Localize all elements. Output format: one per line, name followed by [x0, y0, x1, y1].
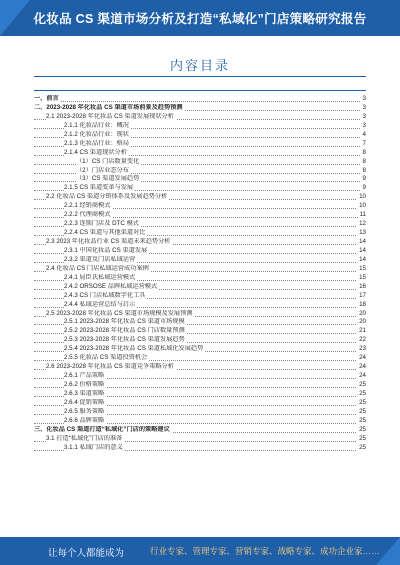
toc-entry-page: 23	[359, 345, 366, 353]
toc-entry[interactable]	[34, 426, 366, 435]
toc-entry[interactable]	[34, 327, 366, 336]
toc-entry-title: 2.1 2023-2028 年化妆品 CS 渠道发展现状分析	[46, 112, 174, 120]
toc-entry[interactable]	[34, 265, 366, 274]
toc-entry-title: 2.5.3 2023-2028 年化妆品 CS 渠道发展趋势	[64, 336, 185, 344]
toc-entry-title: 2.1.3 化妆品行业：格局	[64, 139, 129, 147]
toc-entry-title: 2.5.2 2023-2028 年化妆品 CS 门店数量预测	[64, 327, 185, 335]
toc-entry-page: 7	[362, 139, 366, 147]
toc-entry-page: 25	[359, 407, 366, 415]
toc-entry-title: 2.2.1 经销商模式	[64, 202, 111, 210]
toc-entry[interactable]	[34, 301, 366, 310]
toc-entry[interactable]	[34, 149, 366, 158]
toc-entry-page: 15	[359, 264, 366, 272]
toc-entry-title: 2.3.2 渠道及门店私域运营	[64, 255, 136, 263]
toc-entry[interactable]	[34, 345, 366, 354]
report-title: 化妆品 CS 渠道市场分析及打造“私域化”门店策略研究报告	[33, 12, 367, 26]
table-of-contents	[34, 95, 366, 453]
toc-entry-page: 9	[362, 184, 366, 192]
toc-entry-page: 8	[362, 157, 366, 165]
toc-entry-title: 2.4.2 ORSOSE 品牌私域运营模式	[64, 282, 158, 290]
toc-entry[interactable]	[34, 283, 366, 292]
toc-entry[interactable]	[34, 193, 366, 202]
page-footer	[0, 537, 400, 565]
toc-entry-page: 9	[362, 175, 366, 183]
toc-entry-page: 12	[359, 220, 366, 228]
toc-entry[interactable]	[34, 417, 366, 426]
toc-entry-page: 8	[362, 166, 366, 174]
toc-entry[interactable]	[34, 363, 366, 372]
toc-entry-page: 8	[362, 148, 366, 156]
toc-entry-page: 25	[359, 425, 366, 433]
toc-entry-title: 2.6.2 价格策略	[64, 381, 105, 388]
toc-entry-page: 25	[359, 389, 366, 397]
toc-entry[interactable]	[34, 158, 366, 167]
toc-entry-title: 2.1.1 化妆品行业：概况	[64, 121, 129, 129]
toc-entry-title: 3.1 打造“私域化”门店的准备	[46, 434, 123, 442]
toc-entry-page: 20	[359, 309, 366, 317]
toc-entry-title: 2.4.1 屈臣氏私域运营模式	[64, 273, 136, 281]
toc-entry-title: 一、前言	[34, 95, 59, 102]
toc-entry[interactable]	[34, 372, 366, 381]
toc-entry-title: 二、2023-2028 年化妆品 CS 渠道市场前景及趋势预测	[34, 103, 183, 111]
toc-entry[interactable]	[34, 256, 366, 265]
toc-entry-title: 2.4.3 CS 门店私域数字化工具	[64, 291, 146, 299]
toc-entry-page: 25	[359, 381, 366, 388]
toc-entry[interactable]	[34, 444, 366, 453]
toc-entry-page: 25	[359, 434, 366, 442]
toc-entry-title: 2.3.1 中国化妆品 CS 渠道发展	[64, 246, 148, 254]
toc-entry-title: 2.4.4 私域运营总结与启示	[64, 300, 136, 308]
toc-entry[interactable]	[34, 390, 366, 399]
toc-entry-title: 2.6.3 渠道策略	[64, 389, 105, 397]
toc-entry-title: 2.1.4 CS 渠道现状分析	[64, 148, 127, 156]
toc-entry-page: 24	[359, 363, 366, 371]
toc-entry[interactable]	[34, 211, 366, 220]
toc-entry-page: 10	[359, 193, 366, 201]
toc-entry[interactable]	[34, 113, 366, 122]
toc-entry[interactable]	[34, 310, 366, 319]
toc-entry-page: 21	[359, 327, 366, 335]
footer-decoration	[376, 537, 400, 565]
toc-entry[interactable]	[34, 381, 366, 390]
toc-entry[interactable]	[34, 229, 366, 238]
toc-entry-title: 2.5.4 2023-2028 年化妆品 CS 渠道私域化发展趋势	[64, 345, 204, 353]
toc-entry[interactable]	[34, 175, 366, 184]
toc-entry-page: 13	[359, 229, 366, 237]
toc-entry-title: 2.5.1 2023-2028 年化妆品 CS 渠道市场规模	[64, 318, 185, 326]
toc-entry-page: 10	[359, 202, 366, 210]
toc-entry[interactable]	[34, 238, 366, 247]
toc-entry[interactable]	[34, 202, 366, 211]
toc-entry-page: 16	[359, 282, 366, 290]
toc-entry-title: 2.1.5 CS 渠道变革与发展	[64, 184, 134, 192]
toc-entry[interactable]	[34, 167, 366, 176]
toc-divider-lower	[34, 90, 366, 91]
toc-entry-title: 3.1.1 私域门店的意义	[64, 443, 123, 451]
toc-entry-title: （2）门店业态分布	[76, 166, 129, 174]
toc-entry-title: 2.5.5 化妆品 CS 渠道投资机会	[64, 354, 148, 362]
toc-entry[interactable]	[34, 131, 366, 140]
toc-heading: 内容目录	[169, 58, 230, 73]
toc-entry-title: 2.2.2 代理商模式	[64, 211, 111, 219]
toc-entry-title: 2.6.4 促销策略	[64, 398, 105, 406]
toc-entry-title: 2.1.2 化妆品行业：现状	[64, 130, 129, 138]
toc-entry[interactable]	[34, 95, 366, 104]
toc-entry-title: 2.6.1 产品策略	[64, 372, 105, 380]
footer-tagline: 行业专家、管理专家、营销专家、战略专家、成功企业家……	[150, 546, 380, 556]
toc-entry-page: 4	[362, 130, 366, 138]
toc-entry-page: 11	[359, 211, 366, 219]
toc-entry[interactable]	[34, 336, 366, 345]
toc-entry[interactable]	[34, 292, 366, 301]
toc-entry-title: 2.2.3 连锁门店及 DTC 模式	[64, 220, 139, 228]
toc-entry-title: 2.4 化妆品 CS 门店私域运营成功案例	[46, 264, 149, 272]
toc-entry[interactable]	[34, 354, 366, 363]
toc-entry-title: （3）CS 渠道发展趋势	[76, 175, 140, 183]
toc-entry-title: 2.6.6 品牌策略	[64, 416, 105, 424]
toc-entry-page: 14	[359, 238, 366, 245]
toc-entry-title: 2.5 2023-2028 年化妆品 CS 渠道市场规模及发展预测	[46, 309, 193, 317]
toc-entry-title: 2.6.5 服务策略	[64, 407, 105, 415]
toc-entry-title: 2.2.4 CS 渠道与其他渠道对比	[64, 229, 146, 237]
toc-entry-title: （1）CS 门店数量变化	[76, 157, 140, 165]
toc-entry[interactable]	[34, 220, 366, 229]
toc-entry-page: 25	[359, 398, 366, 406]
toc-entry-title: 三、化妆品 CS 渠道打造“私域化”门店的策略建议	[34, 425, 170, 433]
toc-entry[interactable]	[34, 399, 366, 408]
report-header	[0, 0, 400, 36]
toc-entry-page: 20	[359, 318, 366, 326]
toc-entry[interactable]	[34, 274, 366, 283]
toc-entry[interactable]	[34, 435, 366, 444]
toc-entry[interactable]	[34, 408, 366, 417]
toc-entry-title: 2.3 2023 年化妆品行业 CS 渠道未来趋势分析	[46, 238, 171, 245]
toc-entry-page: 17	[359, 291, 366, 299]
toc-entry[interactable]	[34, 140, 366, 149]
toc-entry-page: 18	[359, 300, 366, 308]
toc-entry-page: 14	[359, 246, 366, 254]
toc-entry-page: 3	[362, 112, 366, 120]
toc-entry-page: 25	[359, 443, 366, 451]
toc-entry-page: 25	[359, 416, 366, 424]
toc-entry-page: 24	[359, 354, 366, 362]
toc-entry-page: 22	[359, 336, 366, 344]
toc-entry-page: 3	[362, 103, 366, 111]
toc-entry-title: 2.6 2023-2028 年化妆品 CS 渠道竞争策略分析	[46, 363, 174, 371]
toc-entry[interactable]	[34, 104, 366, 113]
toc-entry-title: 2.2 化妆品 CS 渠道分销体系及发展趋势分析	[46, 193, 168, 201]
toc-entry-page: 15	[359, 273, 366, 281]
toc-leader-dots	[34, 95, 366, 102]
toc-entry[interactable]	[34, 247, 366, 256]
toc-entry-page: 24	[359, 372, 366, 380]
footer-slogan: 让每个人都能成为	[48, 548, 125, 559]
toc-entry-page: 3	[362, 121, 366, 129]
toc-entry-page: 3	[362, 95, 366, 102]
toc-entry[interactable]	[34, 318, 366, 327]
toc-divider	[34, 76, 366, 77]
toc-entry[interactable]	[34, 122, 366, 131]
page-fade	[34, 506, 366, 526]
toc-entry[interactable]	[34, 184, 366, 193]
toc-entry-page: 14	[359, 255, 366, 263]
